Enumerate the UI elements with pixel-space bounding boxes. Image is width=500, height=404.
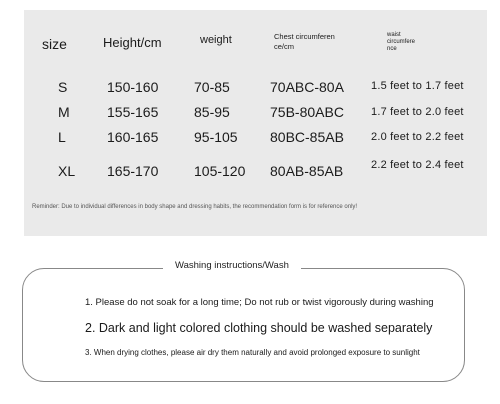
header-waist-line1: waist [387, 32, 401, 38]
header-waist-line2: circumfere [387, 39, 416, 45]
row-l-weight: 95-105 [194, 129, 238, 145]
header-size: size [42, 36, 67, 52]
row-s-height: 150-160 [107, 79, 159, 95]
size-chart-panel [24, 10, 487, 236]
header-weight: weight [200, 34, 232, 46]
header-waist-line3: nce [387, 46, 397, 52]
header-chest [274, 32, 335, 52]
washing-instruction-3: 3. When drying clothes, please air dry them naturally and avoid prolonged exposure to sunlight [85, 348, 420, 357]
row-xl-size: XL [58, 163, 76, 179]
row-l-size: L [58, 129, 66, 145]
row-m-chest: 75B-80ABC [270, 104, 344, 120]
row-m-weight: 85-95 [194, 104, 230, 120]
header-height: Height/cm [103, 35, 162, 50]
row-xl-waist: 2.2 feet to 2.4 feet [371, 159, 464, 171]
washing-instructions-title: Washing instructions/Wash [163, 260, 301, 271]
row-xl-weight: 105-120 [194, 163, 246, 179]
row-xl-chest: 80AB-85AB [270, 163, 344, 179]
header-chest-line1: Chest circumferen [274, 32, 335, 41]
row-xl-height: 165-170 [107, 163, 159, 179]
header-waist [387, 32, 415, 53]
row-l-chest: 80BC-85AB [270, 129, 344, 145]
row-m-waist: 1.7 feet to 2.0 feet [371, 106, 464, 118]
row-m-size: M [58, 104, 70, 120]
washing-instruction-1: 1. Please do not soak for a long time; Do not rub or twist vigorously during washing [85, 297, 434, 308]
row-s-waist: 1.5 feet to 1.7 feet [371, 80, 464, 92]
row-l-height: 160-165 [107, 129, 159, 145]
row-s-weight: 70-85 [194, 79, 230, 95]
row-m-height: 155-165 [107, 104, 159, 120]
row-l-waist: 2.0 feet to 2.2 feet [371, 131, 464, 143]
washing-instruction-2: 2. Dark and light colored clothing should be washed separately [85, 321, 433, 335]
row-s-size: S [58, 79, 68, 95]
header-chest-line2: ce/cm [274, 42, 295, 51]
reminder-note: Reminder: Due to individual differences in body shape and dressing habits, the recommendation form is for reference only! [32, 204, 358, 210]
row-s-chest: 70ABC-80A [270, 79, 344, 95]
